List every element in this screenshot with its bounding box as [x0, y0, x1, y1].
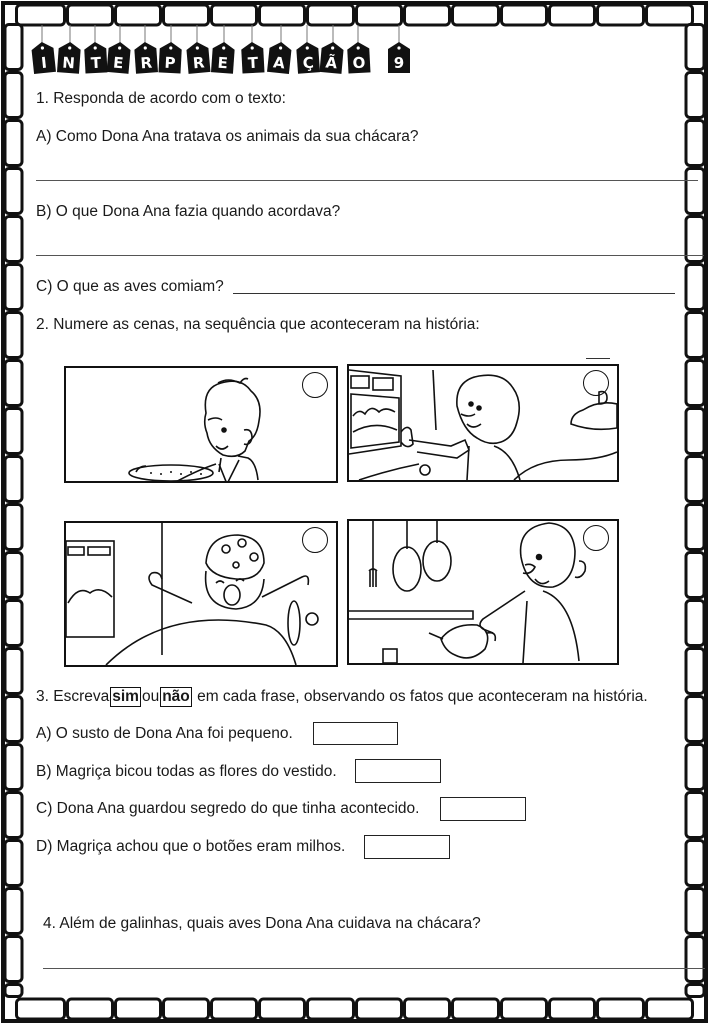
brick-right	[686, 409, 704, 454]
brick-bottom	[647, 999, 693, 1019]
brick-left	[5, 457, 22, 502]
title-tag	[31, 25, 56, 74]
title-tag	[107, 25, 132, 74]
scene-panel-2	[347, 364, 619, 482]
brick-left	[5, 313, 22, 358]
brick-bottom	[17, 999, 65, 1019]
answer-line-a[interactable]	[36, 180, 698, 181]
brick-bottom	[164, 999, 209, 1019]
title-tag	[320, 25, 345, 74]
brick-left	[5, 697, 22, 742]
brick-right	[686, 601, 704, 646]
title-tag	[84, 25, 108, 74]
tag-letter: 9	[393, 54, 405, 72]
section3-heading-or: ou	[141, 688, 160, 705]
brick-left	[5, 649, 22, 694]
section1-heading: 1. Responda de acordo com o texto:	[36, 90, 286, 107]
brick-left	[5, 745, 22, 790]
section3-heading-end: em cada frase, observando os fatos que aconteceram na história.	[197, 688, 648, 705]
brick-left	[5, 841, 22, 886]
brick-left	[5, 361, 22, 406]
brick-right	[686, 361, 704, 406]
section3-heading-start: 3. Escreva	[36, 688, 110, 705]
answer-box-a[interactable]	[313, 722, 398, 745]
brick-right	[686, 457, 704, 502]
statement-a: A) O susto de Dona Ana foi pequeno.	[36, 725, 293, 742]
brick-left	[5, 409, 22, 454]
title-tag	[211, 25, 235, 74]
keyword-sim: sim	[112, 688, 139, 705]
tag-letter: E	[216, 53, 229, 73]
brick-bottom	[550, 999, 595, 1019]
brick-left	[5, 889, 22, 934]
brick-bottom	[212, 999, 257, 1019]
brick-bottom	[308, 999, 354, 1019]
tag-letter: E	[112, 53, 125, 73]
small-mark	[586, 358, 610, 359]
brick-right	[686, 505, 704, 550]
brick-left	[5, 169, 22, 214]
brick-right	[686, 937, 704, 982]
question-c-label: C) O que as aves comiam?	[36, 278, 224, 295]
tag-letter: A	[272, 53, 286, 73]
tag-letter: I	[40, 53, 48, 73]
brick-right	[686, 889, 704, 934]
brick-left	[5, 601, 22, 646]
keyword-nao: não	[162, 688, 190, 705]
title-tag	[296, 25, 320, 74]
tag-letter: R	[192, 53, 206, 73]
title-tag	[241, 25, 265, 74]
brick-left	[5, 985, 22, 997]
title-tags	[0, 0, 709, 80]
brick-left	[5, 793, 22, 838]
tag-letter: N	[61, 53, 76, 73]
title-tag	[186, 25, 211, 74]
tag-letter: P	[164, 53, 176, 73]
woman-with-teapot-illustration	[349, 521, 617, 663]
brick-right	[686, 553, 704, 598]
title-banner	[0, 0, 709, 80]
brick-right	[686, 649, 704, 694]
title-tag	[347, 25, 371, 74]
question-a-label: A) Como Dona Ana tratava os animais da sua chácara?	[36, 128, 419, 145]
brick-right	[686, 121, 704, 166]
woman-at-window-illustration	[349, 366, 617, 480]
brick-left	[5, 553, 22, 598]
question-b-label: B) O que Dona Ana fazia quando acordava?	[36, 203, 341, 220]
brick-right	[686, 745, 704, 790]
brick-left	[5, 121, 22, 166]
brick-right	[686, 985, 704, 997]
title-tag-number	[388, 25, 410, 73]
brick-right	[686, 841, 704, 886]
scene-panel-3	[64, 521, 338, 667]
brick-bottom	[260, 999, 305, 1019]
brick-right	[686, 697, 704, 742]
brick-right	[686, 793, 704, 838]
answer-line-c[interactable]	[233, 293, 675, 294]
tag-letter: R	[139, 53, 153, 73]
title-tag	[57, 25, 81, 74]
tag-letter: Ç	[302, 53, 315, 73]
brick-bottom	[453, 999, 499, 1019]
answer-line-4[interactable]	[43, 968, 705, 969]
brick-bottom	[598, 999, 644, 1019]
brick-right	[686, 169, 704, 214]
tag-letter: T	[90, 53, 102, 73]
title-tag	[158, 25, 182, 74]
brick-left	[5, 265, 22, 310]
section2-heading: 2. Numere as cenas, na sequência que aconteceram na história:	[36, 316, 480, 333]
tag-letter: T	[247, 53, 259, 73]
brick-bottom	[357, 999, 402, 1019]
brick-left	[5, 217, 22, 262]
section3-heading	[36, 687, 648, 707]
woman-with-tray-illustration	[66, 368, 336, 481]
statement-c: C) Dona Ana guardou segredo do que tinha acontecido.	[36, 800, 420, 817]
title-tag	[134, 25, 158, 74]
scene-panel-4	[347, 519, 619, 665]
brick-bottom	[502, 999, 547, 1019]
brick-left	[5, 937, 22, 982]
brick-bottom	[116, 999, 161, 1019]
woman-yawning-in-bed-illustration	[66, 523, 336, 665]
brick-right	[686, 265, 704, 310]
scene-panel-1	[64, 366, 338, 483]
answer-line-b[interactable]	[36, 255, 704, 256]
answer-box-b[interactable]	[355, 759, 441, 783]
tag-letter: Ã	[324, 53, 338, 73]
section4-heading: 4. Além de galinhas, quais aves Dona Ana cuidava na chácara?	[43, 915, 481, 932]
title-tag	[267, 25, 292, 74]
statement-b: B) Magriça bicou todas as flores do vestido.	[36, 763, 337, 780]
tag-letter: O	[352, 53, 366, 73]
brick-bottom	[68, 999, 113, 1019]
brick-left	[5, 505, 22, 550]
brick-bottom	[405, 999, 450, 1019]
answer-box-c[interactable]	[440, 797, 526, 821]
answer-box-d[interactable]	[364, 835, 450, 859]
brick-right	[686, 313, 704, 358]
statement-d: D) Magriça achou que o botões eram milhos.	[36, 838, 346, 855]
